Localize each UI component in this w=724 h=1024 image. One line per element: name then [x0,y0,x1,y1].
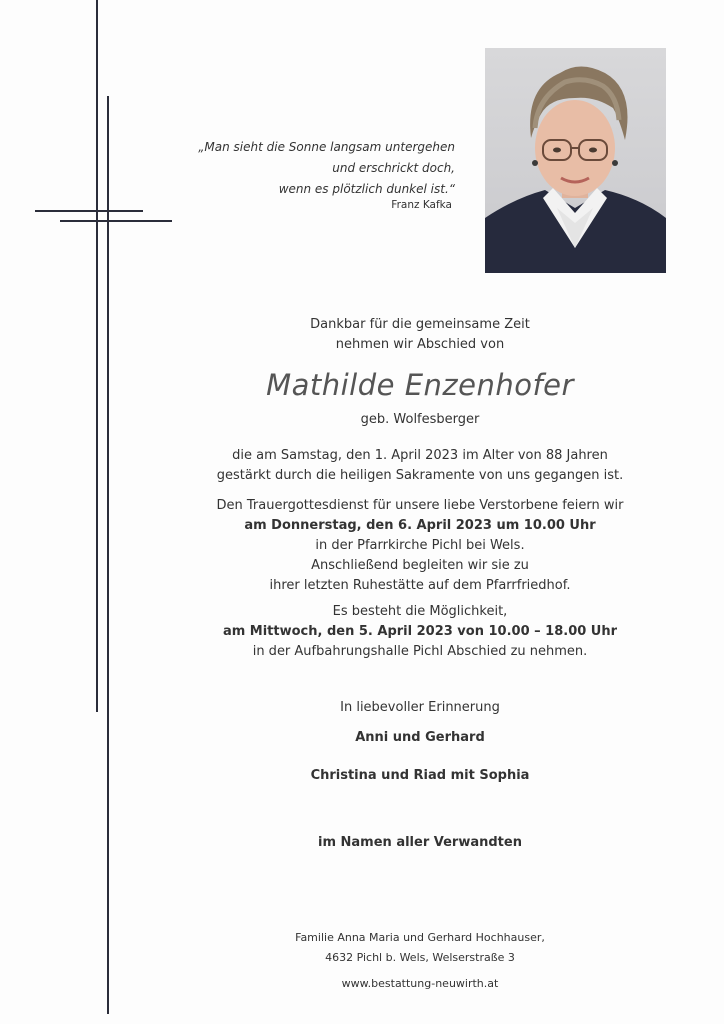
death-notice-line: die am Samstag, den 1. April 2023 im Alter von 88 Jahren [232,448,608,463]
birth-name: geb. Wolfesberger [360,412,480,427]
mourner-names: Christina und Riad mit Sophia [310,768,530,783]
quote-line: wenn es plötzlich dunkel ist.“ [278,182,455,196]
death-notice-line: gestärkt durch die heiligen Sakramente von uns gegangen ist. [216,468,624,483]
service-line: Anschließend begleiten wir sie zu [311,558,529,573]
service-line: in der Pfarrkirche Pichl bei Wels. [315,538,525,553]
quote-line: und erschrickt doch, [332,161,455,175]
relatives-line: im Namen aller Verwandten [318,835,522,850]
intro [190,315,650,355]
service-date: am Donnerstag, den 6. April 2023 um 10.00 Uhr [244,518,596,533]
cross-long-vertical-line [96,0,98,712]
footer-website: www.bestattung-neuwirth.at [341,977,499,990]
quote [170,137,455,200]
service-line: ihrer letzten Ruhestätte auf dem Pfarrfriedhof. [269,578,571,593]
intro-line: nehmen wir Abschied von [335,337,505,352]
viewing-line: in der Aufbahrungshalle Pichl Abschied zu nehmen. [252,644,588,659]
cross-upper-horizontal-line [35,210,143,212]
death-notice [190,446,650,486]
service-line: Den Trauergottesdienst für unsere liebe Verstorbene feiern wir [216,498,624,513]
quote-author: Franz Kafka [391,199,452,211]
footer-address-line: 4632 Pichl b. Wels, Welserstraße 3 [325,951,515,964]
mourners-intro: In liebevoller Erinnerung [340,700,500,715]
intro-line: Dankbar für die gemeinsame Zeit [310,317,530,332]
footer-address-line: Familie Anna Maria und Gerhard Hochhauser, [295,931,545,944]
viewing-date: am Mittwoch, den 5. April 2023 von 10.00 – 18.00 Uhr [222,624,618,639]
portrait-illustration [485,48,666,273]
cross-short-vertical-line [107,96,109,1014]
viewing-line: Es besteht die Möglichkeit, [332,604,508,619]
footer-address [190,928,650,968]
deceased-name: Mathilde Enzenhofer [266,368,574,402]
cross-lower-horizontal-line [60,220,172,222]
portrait-photo [485,48,666,273]
mourner-names: Anni und Gerhard [355,730,485,745]
viewing [190,602,650,662]
quote-line: „Man sieht die Sonne langsam untergehen [198,140,455,154]
funeral-service [190,496,650,596]
